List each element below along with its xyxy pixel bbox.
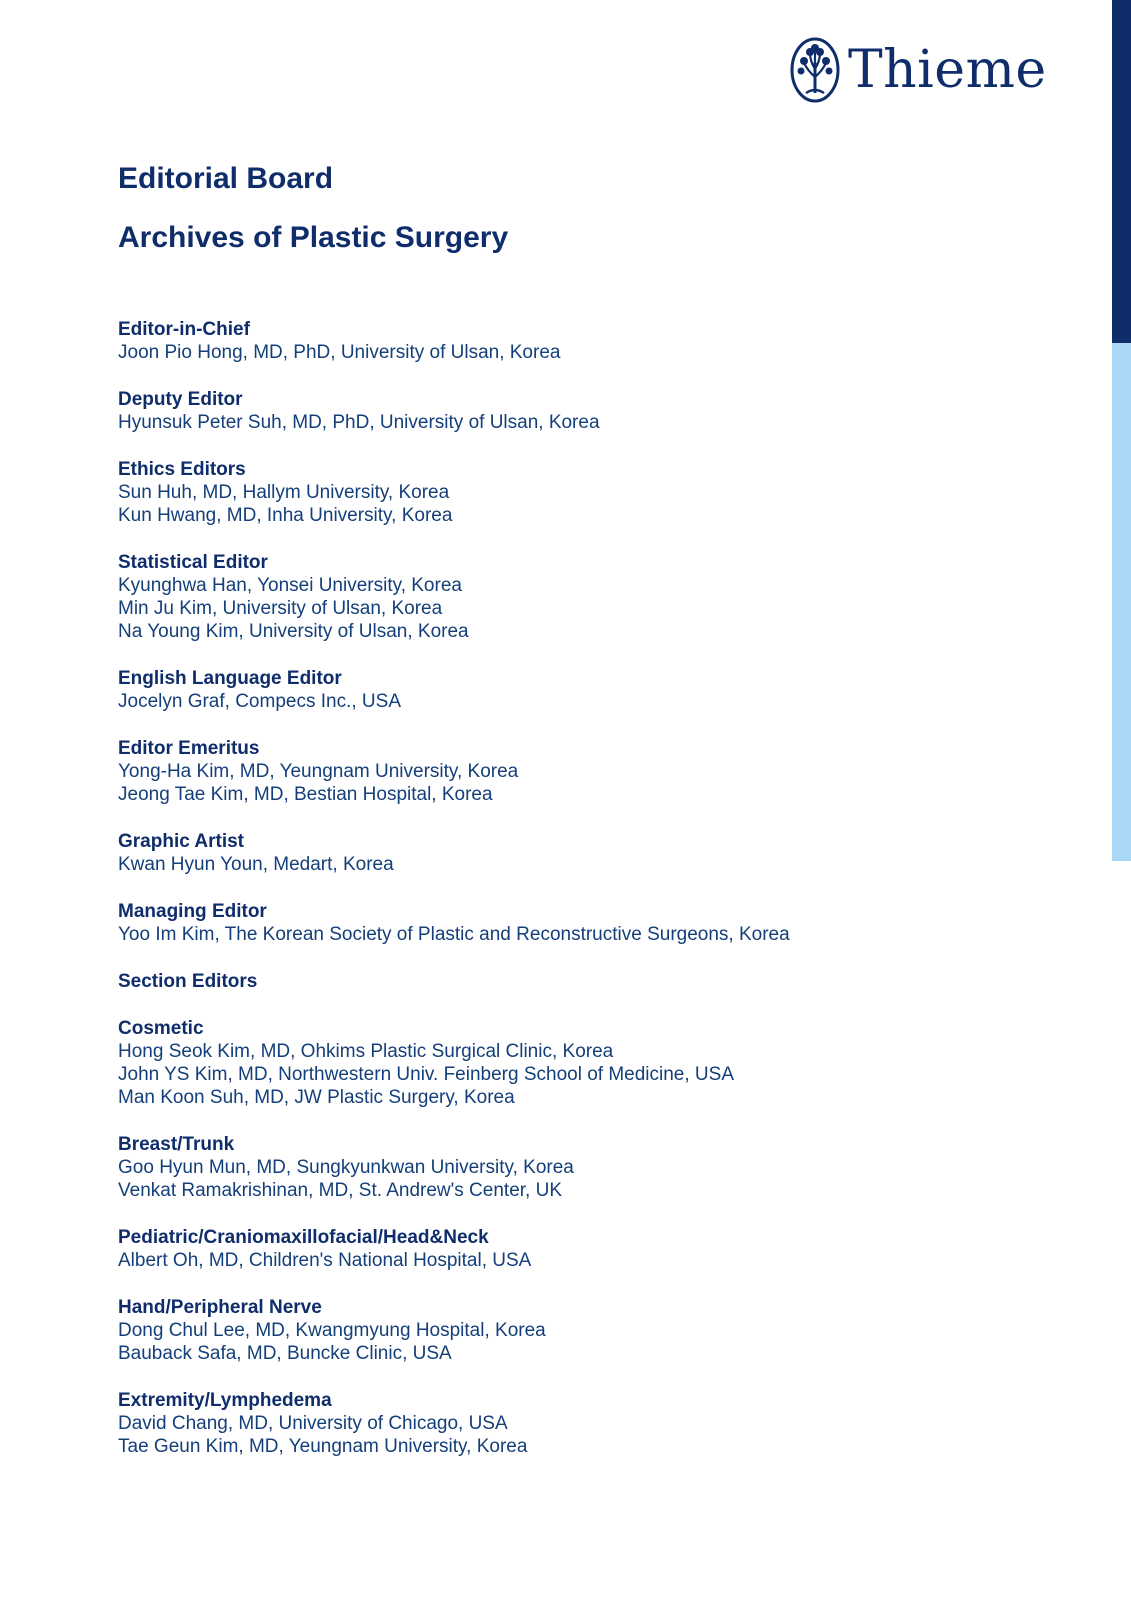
role-title: Statistical Editor <box>118 552 268 573</box>
role-title: English Language Editor <box>118 668 342 689</box>
member: John YS Kim, MD, Northwestern Univ. Feinberg School of Medicine, USA <box>118 1064 734 1085</box>
tree-icon <box>790 37 840 103</box>
member: Hong Seok Kim, MD, Ohkims Plastic Surgical Clinic, Korea <box>118 1041 614 1062</box>
role-deputy-editor <box>118 388 1018 434</box>
member: Goo Hyun Mun, MD, Sungkyunkwan University, Korea <box>118 1157 574 1178</box>
section-breast-trunk <box>118 1133 1018 1202</box>
member: David Chang, MD, University of Chicago, USA <box>118 1413 508 1434</box>
role-title: Editor Emeritus <box>118 738 260 759</box>
role-title: Graphic Artist <box>118 831 244 852</box>
section-title: Hand/Peripheral Nerve <box>118 1297 322 1318</box>
member: Albert Oh, MD, Children's National Hospital, USA <box>118 1250 532 1271</box>
role-english-language-editor <box>118 667 1018 713</box>
role-title: Deputy Editor <box>118 389 243 410</box>
member: Tae Geun Kim, MD, Yeungnam University, Korea <box>118 1436 528 1457</box>
publisher-name: Thieme <box>848 40 1047 100</box>
section-title: Extremity/Lymphedema <box>118 1390 332 1411</box>
role-title: Ethics Editors <box>118 459 246 480</box>
section-pediatric-craniomaxillofacial <box>118 1226 1018 1272</box>
member: Man Koon Suh, MD, JW Plastic Surgery, Korea <box>118 1087 515 1108</box>
member: Jeong Tae Kim, MD, Bestian Hospital, Korea <box>118 784 493 805</box>
section-title: Breast/Trunk <box>118 1134 235 1155</box>
side-bar-light <box>1112 343 1131 861</box>
role-managing-editor <box>118 900 1018 946</box>
member: Sun Huh, MD, Hallym University, Korea <box>118 482 450 503</box>
member: Jocelyn Graf, Compecs Inc., USA <box>118 691 401 712</box>
member: Kwan Hyun Youn, Medart, Korea <box>118 854 394 875</box>
role-title: Editor-in-Chief <box>118 319 250 340</box>
member: Joon Pio Hong, MD, PhD, University of Ulsan, Korea <box>118 342 561 363</box>
section-editors-heading: Section Editors <box>118 971 258 992</box>
member: Na Young Kim, University of Ulsan, Korea <box>118 621 469 642</box>
section-cosmetic <box>118 1017 1018 1109</box>
page-title: Editorial Board <box>118 162 334 195</box>
role-editor-in-chief <box>118 318 1018 364</box>
member: Yong-Ha Kim, MD, Yeungnam University, Korea <box>118 761 519 782</box>
member: Kyunghwa Han, Yonsei University, Korea <box>118 575 462 596</box>
role-title: Managing Editor <box>118 901 267 922</box>
role-ethics-editors <box>118 458 1018 527</box>
section-extremity-lymphedema <box>118 1389 1018 1458</box>
member: Kun Hwang, MD, Inha University, Korea <box>118 505 453 526</box>
member: Dong Chul Lee, MD, Kwangmyung Hospital, Korea <box>118 1320 546 1341</box>
role-editor-emeritus <box>118 737 1018 806</box>
member: Min Ju Kim, University of Ulsan, Korea <box>118 598 443 619</box>
role-graphic-artist <box>118 830 1018 876</box>
section-title: Pediatric/Craniomaxillofacial/Head&Neck <box>118 1227 489 1248</box>
section-title: Cosmetic <box>118 1018 204 1039</box>
side-bar-dark <box>1112 0 1131 343</box>
section-hand-peripheral-nerve <box>118 1296 1018 1365</box>
thieme-logo <box>790 37 1047 103</box>
member: Yoo Im Kim, The Korean Society of Plastic and Reconstructive Surgeons, Korea <box>118 924 790 945</box>
editorial-board-list <box>118 318 1018 1482</box>
journal-title: Archives of Plastic Surgery <box>118 221 509 254</box>
member: Venkat Ramakrishinan, MD, St. Andrew's Center, UK <box>118 1180 562 1201</box>
member: Hyunsuk Peter Suh, MD, PhD, University of Ulsan, Korea <box>118 412 600 433</box>
member: Bauback Safa, MD, Buncke Clinic, USA <box>118 1343 452 1364</box>
role-statistical-editor <box>118 551 1018 643</box>
